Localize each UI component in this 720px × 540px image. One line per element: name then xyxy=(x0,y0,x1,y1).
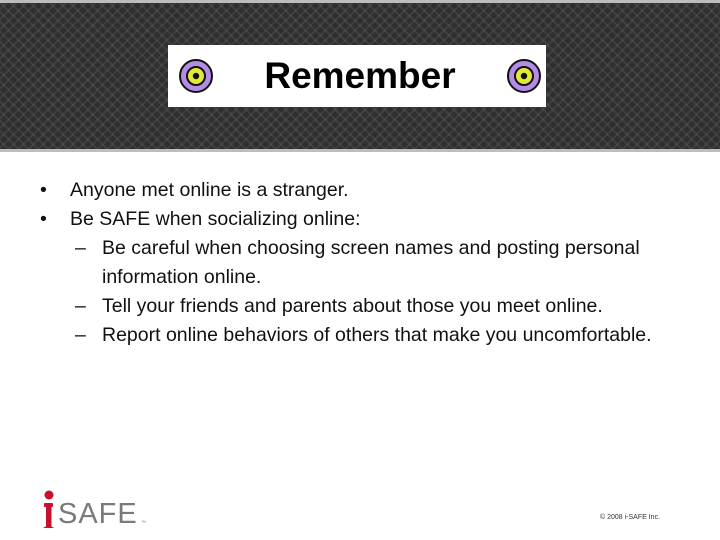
sub-bullet-text: Be careful when choosing screen names and posting personal information online. xyxy=(102,237,640,288)
sub-bullet-text: Tell your friends and parents about those you meet online. xyxy=(102,295,603,317)
bullet-text: Anyone met online is a stranger. xyxy=(70,179,349,201)
svg-text:™: ™ xyxy=(141,520,146,526)
bullet-text: Be SAFE when socializing online: xyxy=(70,208,361,230)
copyright-text: © 2008 i-SAFE Inc. xyxy=(600,514,661,521)
sub-bullet-item xyxy=(40,234,690,292)
bullet-list xyxy=(40,176,690,350)
sub-bullet-marker: – xyxy=(75,295,86,317)
sub-bullet-marker: – xyxy=(75,324,86,346)
sub-bullet-item xyxy=(40,321,690,350)
bullet-marker: • xyxy=(40,208,47,230)
sub-bullet-item xyxy=(40,292,690,321)
target-bullet-icon-right xyxy=(506,58,542,94)
sub-bullet-marker: – xyxy=(75,237,86,259)
sub-bullet-text: Report online behaviors of others that make you uncomfortable. xyxy=(102,324,652,346)
isafe-logo xyxy=(40,490,170,530)
bullet-item xyxy=(40,205,690,234)
bullet-item xyxy=(40,176,690,205)
target-bullet-icon-left xyxy=(178,58,214,94)
bullet-marker: • xyxy=(40,179,47,201)
slide-title: Remember xyxy=(264,55,456,96)
svg-text:SAFE: SAFE xyxy=(58,498,138,530)
